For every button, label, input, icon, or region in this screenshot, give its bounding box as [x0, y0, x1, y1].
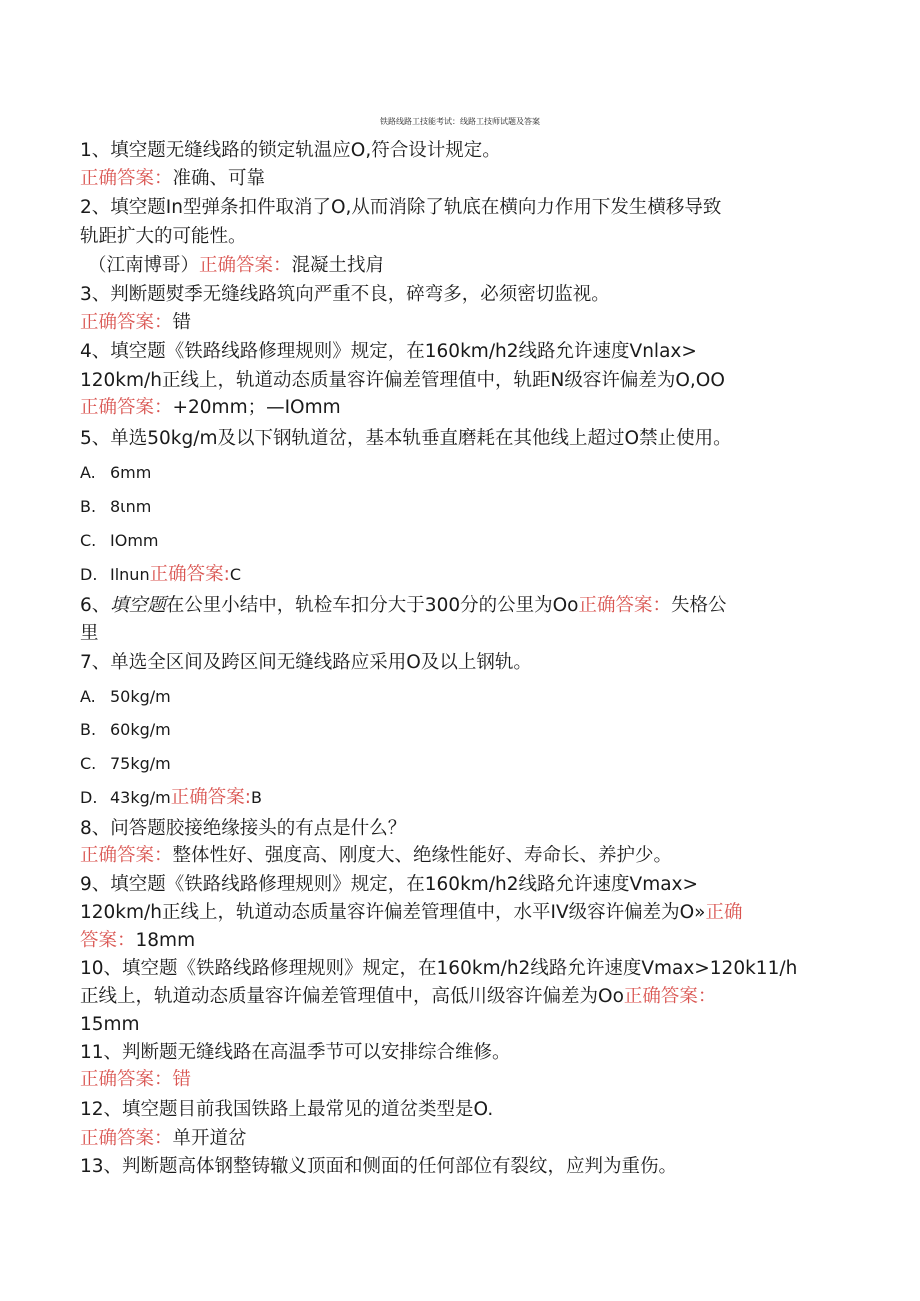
answer-1	[80, 165, 265, 193]
answer-label: 正确答案：	[80, 1069, 173, 1090]
option-text: 8ιnm	[110, 497, 152, 516]
answer-value: 混凝土找肩	[291, 255, 385, 276]
answer-6-continued: 里	[80, 623, 99, 644]
answer-label: 正确答案：	[80, 845, 173, 866]
option-text: 6mm	[110, 463, 152, 482]
question-4-line-1: 4、填空题《铁路线路修理规则》规定，在160km/h2线路允许速度Vnlax>	[80, 341, 697, 362]
answer-label: 正确答案：	[80, 168, 173, 189]
option-letter: D.	[80, 788, 98, 807]
answer-12	[80, 1125, 247, 1153]
option-d	[80, 784, 262, 812]
answer-10: 15mm	[80, 1014, 140, 1035]
question-3: 3、判断题熨季无缝线路筑向严重不良，碎弯多，必须密切监视。	[80, 284, 610, 305]
document-title: 铁路线路工技能考试：线路工技师试题及答案	[380, 117, 540, 126]
answer-label: 正确答案:	[170, 787, 251, 808]
answer-value: 准确、可靠	[172, 168, 266, 189]
option-letter: C.	[80, 531, 97, 550]
option-letter: A.	[80, 687, 96, 706]
question-text: 在公里小结中，轨检车扣分大于300分的公里为Oo	[165, 595, 579, 616]
answer-label: 正确答案：	[199, 255, 292, 276]
option-letter: A.	[80, 463, 96, 482]
question-12: 12、填空题目前我国铁路上最常见的道岔类型是O.	[80, 1099, 494, 1120]
answer-value: +20mm；—IOmm	[172, 397, 341, 418]
option-text: Ilnun	[110, 565, 150, 584]
answer-value: 失格公	[671, 595, 727, 616]
answer-9	[80, 927, 195, 955]
answer-3	[80, 309, 191, 337]
source-note: （江南博哥）	[88, 255, 200, 276]
question-9-line-1: 9、填空题《铁路线路修理规则》规定，在160km/h2线路允许速度Vmax>	[80, 874, 699, 895]
question-13: 13、判断题高体钢整铸辙义顶面和侧面的任何部位有裂纹，应判为重伤。	[80, 1156, 678, 1177]
option-text: 50kg/m	[110, 687, 171, 706]
answer-value: B	[251, 788, 262, 807]
question-6	[80, 592, 727, 620]
answer-2	[88, 252, 384, 280]
question-9-line-2	[80, 899, 743, 927]
answer-label: 正确答案:	[149, 564, 230, 585]
question-type: 填空题	[110, 595, 166, 616]
option-b	[80, 493, 151, 521]
question-text: 120km/h正线上，轨道动态质量容许偏差管理值中，水平IV级容许偏差为O»	[80, 902, 706, 923]
option-text: 60kg/m	[110, 720, 171, 739]
answer-value: C	[229, 565, 241, 584]
answer-value: 单开道岔	[172, 1128, 247, 1149]
question-10-line-1: 10、填空题《铁路线路修理规则》规定，在160km/h2线路允许速度Vmax>120k11/h	[80, 958, 798, 979]
option-a	[80, 459, 151, 487]
option-letter: C.	[80, 754, 97, 773]
option-a	[80, 683, 171, 711]
answer-4	[80, 394, 341, 422]
question-number: 6、	[80, 595, 111, 616]
option-text: 43kg/m	[110, 788, 171, 807]
answer-value: 错	[172, 312, 192, 333]
answer-label: 正确答案：	[623, 986, 717, 1007]
option-letter: D.	[80, 565, 98, 584]
answer-8	[80, 842, 672, 870]
option-b	[80, 716, 171, 744]
answer-label: 正确答案：	[80, 1128, 173, 1149]
option-letter: B.	[80, 497, 97, 516]
option-c	[80, 750, 171, 778]
question-7: 7、单选全区间及跨区间无缝线路应采用O及以上钢轨。	[80, 652, 532, 673]
question-2-line-2: 轨距扩大的可能性。	[80, 226, 247, 247]
question-2-line-1: 2、填空题In型弹条扣件取消了O,从而消除了轨底在横向力作用下发生横移导致	[80, 197, 722, 218]
option-c	[80, 527, 158, 555]
question-text: 正线上，轨道动态质量容许偏差管理值中，高低川级容许偏差为Oo	[80, 986, 624, 1007]
answer-value: 18mm	[135, 930, 196, 951]
question-10-line-2	[80, 983, 716, 1011]
option-text: 75kg/m	[110, 754, 171, 773]
question-4-line-2: 120km/h正线上，轨道动态质量容许偏差管理值中，轨距N级容许偏差为O,OO	[80, 370, 725, 391]
answer-label: 正确答案：	[80, 397, 173, 418]
answer-label-part-1: 正确	[705, 902, 743, 923]
option-d	[80, 561, 241, 589]
option-letter: B.	[80, 720, 97, 739]
answer-label: 正确答案：	[80, 312, 173, 333]
question-5: 5、单选50kg/m及以下钢轨道岔，基本轨垂直磨耗在其他线上超过O禁止使用。	[80, 428, 732, 449]
answer-label: 正确答案：	[578, 595, 672, 616]
answer-value: 整体性好、强度高、刚度大、绝缘性能好、寿命长、养护少。	[172, 845, 673, 866]
option-text: IOmm	[110, 531, 159, 550]
answer-label-part-2: 答案：	[80, 930, 136, 951]
question-1: 1、填空题无缝线路的锁定轨温应O,符合设计规定。	[80, 140, 501, 161]
question-11: 11、判断题无缝线路在高温季节可以安排综合维修。	[80, 1042, 511, 1063]
answer-11	[80, 1066, 191, 1094]
answer-value: 错	[172, 1069, 192, 1090]
question-8: 8、问答题胶接绝缘接头的有点是什么？	[80, 818, 407, 839]
